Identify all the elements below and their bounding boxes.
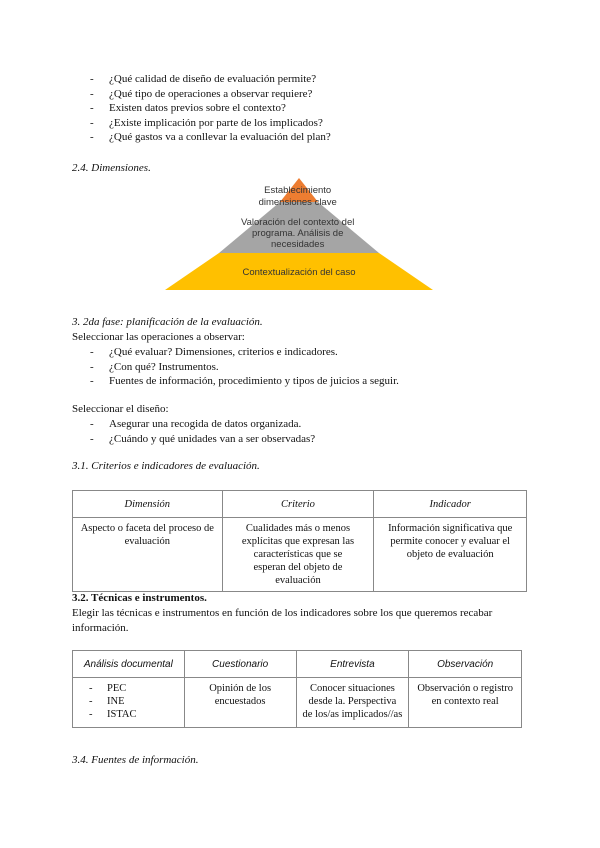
pyramid-top-line-2: dimensiones clave xyxy=(258,197,337,208)
table-header-row xyxy=(73,491,527,518)
design-intro: Seleccionar el diseño: xyxy=(72,403,169,415)
col-header-observacion: Observación xyxy=(409,651,522,678)
col-header-cuestionario: Cuestionario xyxy=(184,651,296,678)
pyramid-middle-line-3: necesidades xyxy=(271,239,325,250)
list-item: - ¿Con qué? Instrumentos. xyxy=(90,360,399,375)
cell-cuestionario: Opinión de los encuestados xyxy=(184,678,296,728)
tecnicas-intro: Elegir las técnicas e instrumentos en función de los indicadores sobre los que queremos recabar información. xyxy=(72,607,493,634)
col-header-analisis: Análisis documental xyxy=(73,651,185,678)
list-item: - ¿Qué evaluar? Dimensiones, criterios e indicadores. xyxy=(90,345,399,360)
cell-dimension: Aspecto o faceta del proceso de evaluación xyxy=(73,518,223,592)
table-row xyxy=(73,678,522,728)
col-header-dimension: Dimensión xyxy=(73,491,223,518)
pyramid-bottom-line-1: Contextualización del caso xyxy=(242,267,356,278)
operations-intro: Seleccionar las operaciones a observar: xyxy=(72,331,245,343)
criteria-table xyxy=(72,490,527,592)
section-heading-criterios: 3.1. Criterios e indicadores de evaluación. xyxy=(72,460,260,472)
table-row xyxy=(73,518,527,592)
dimensions-pyramid xyxy=(162,178,436,290)
section-heading-tecnicas: 3.2. Técnicas e instrumentos. xyxy=(72,592,207,604)
list-item: - Asegurar una recogida de datos organizada. xyxy=(90,417,315,432)
instruments-table xyxy=(72,650,522,728)
list-item: - ¿Cuándo y qué unidades van a ser observadas? xyxy=(90,432,315,447)
list-item: - ¿Qué gastos va a conllevar la evaluación del plan? xyxy=(90,130,331,145)
section-heading-dimensiones: 2.4. Dimensiones. xyxy=(72,162,151,174)
col-header-entrevista: Entrevista xyxy=(296,651,409,678)
cell-indicador: Información significativa que permite conocer y evaluar el objeto de evaluación xyxy=(374,518,527,592)
list-item: - INE xyxy=(87,695,178,708)
section-heading-planificacion: 3. 2da fase: planificación de la evaluación. xyxy=(72,316,263,328)
list-item: - ¿Qué calidad de diseño de evaluación permite? xyxy=(90,72,331,87)
cell-criterio: Cualidades más o menos explícitas que expresan las características que se esperan del objeto de evaluación xyxy=(222,518,374,592)
list-item: - Fuentes de información, procedimiento y tipos de juicios a seguir. xyxy=(90,374,399,389)
pyramid-middle-line-1: Valoración del contexto del xyxy=(240,217,355,228)
design-list xyxy=(90,417,315,446)
col-header-indicador: Indicador xyxy=(374,491,527,518)
operations-list xyxy=(90,345,399,389)
cell-observacion: Observación o registro en contexto real xyxy=(409,678,522,728)
pyramid-top-line-1: Establecimiento xyxy=(264,185,332,196)
top-question-list xyxy=(90,72,331,145)
list-item: - ¿Qué tipo de operaciones a observar requiere? xyxy=(90,87,331,102)
cell-analisis-documental xyxy=(73,678,185,728)
table-header-row xyxy=(73,651,522,678)
list-item: - ¿Existe implicación por parte de los implicados? xyxy=(90,116,331,131)
cell-entrevista: Conocer situaciones desde la. Perspectiva de los/as implicados//as xyxy=(296,678,409,728)
list-item: - ISTAC xyxy=(87,708,178,721)
col-header-criterio: Criterio xyxy=(222,491,374,518)
list-item: - PEC xyxy=(87,682,178,695)
document-sources-list xyxy=(87,682,178,721)
pyramid-middle-line-2: programa. Análisis de xyxy=(252,228,344,239)
section-heading-fuentes: 3.4. Fuentes de información. xyxy=(72,754,199,766)
list-item: - Existen datos previos sobre el contexto? xyxy=(90,101,331,116)
